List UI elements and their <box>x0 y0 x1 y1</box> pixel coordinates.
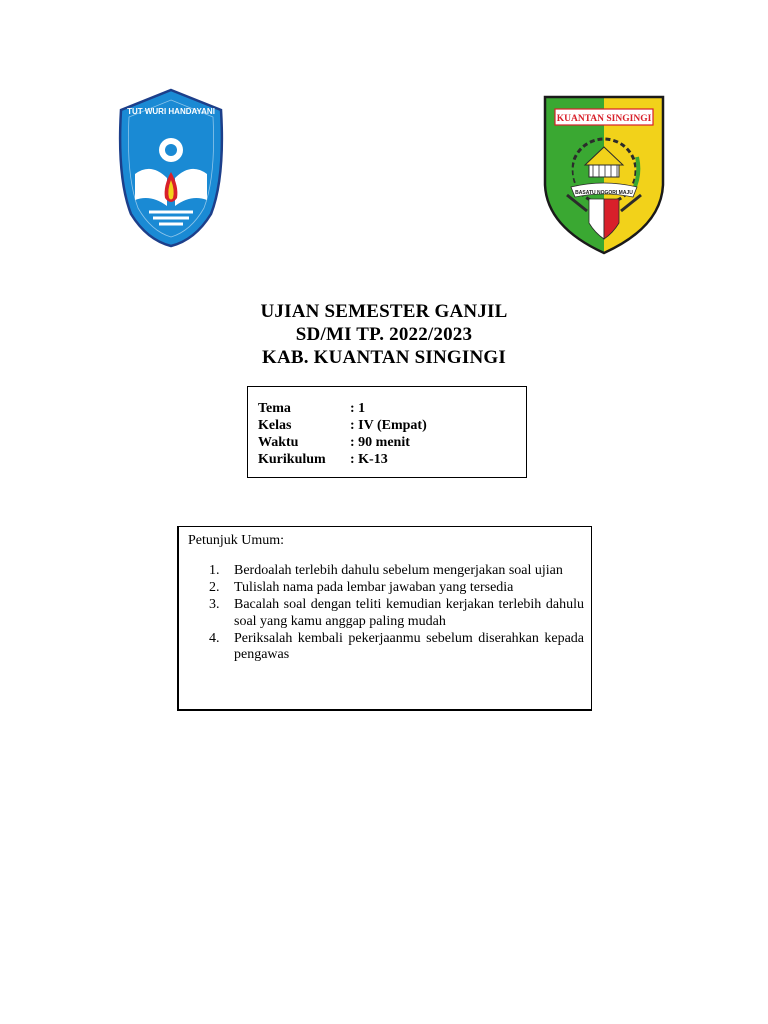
info-key: Kelas <box>258 418 292 433</box>
info-row-kelas <box>258 417 427 434</box>
logo-emblem-text: TUT WURI HANDAYANI <box>127 107 215 116</box>
instructions-box <box>177 526 592 711</box>
district-name: KAB. KUANTAN SINGINGI <box>261 347 507 368</box>
info-value: : 90 menit <box>350 435 410 450</box>
info-value: : K-13 <box>350 452 388 467</box>
info-key: Tema <box>258 401 291 416</box>
exam-info-table <box>258 400 427 468</box>
instruction-item <box>209 597 584 630</box>
instruction-number: 3. <box>209 597 220 612</box>
document-title-block <box>0 300 768 369</box>
instruction-item <box>209 631 584 664</box>
info-row-kurikulum <box>258 451 427 468</box>
info-key: Kurikulum <box>258 452 326 467</box>
school-year: SD/MI TP. 2022/2023 <box>295 324 473 345</box>
instruction-text: Berdoalah terlebih dahulu sebelum mengerjakan soal ujian <box>234 563 563 578</box>
instruction-number: 2. <box>209 580 220 595</box>
info-row-waktu <box>258 434 427 451</box>
info-key: Waktu <box>258 435 299 450</box>
info-row-tema <box>258 400 427 417</box>
tut-wuri-handayani-icon <box>115 88 227 248</box>
exam-title: UJIAN SEMESTER GANJIL <box>260 301 508 322</box>
instruction-number: 1. <box>209 563 220 578</box>
instruction-item <box>209 563 584 580</box>
kuantan-singingi-emblem-icon <box>541 95 667 255</box>
instruction-item <box>209 580 584 597</box>
instruction-text: Periksalah kembali pekerjaanmu sebelum diserahkan kepada pengawas <box>234 630 584 662</box>
instruction-number: 4. <box>209 630 220 646</box>
emblem-banner-text: KUANTAN SINGINGI <box>556 114 652 124</box>
emblem-motto-text: BASATU NOGORI MAJU <box>575 190 633 196</box>
info-value: : 1 <box>350 401 366 416</box>
tut-wuri-handayani-logo <box>115 88 227 248</box>
kuantan-singingi-emblem <box>541 95 667 255</box>
instructions-title: Petunjuk Umum: <box>188 533 285 548</box>
instruction-text: Bacalah soal dengan teliti kemudian kerjakan terlebih dahulu soal yang kamu anggap paling mudah <box>234 597 584 629</box>
instructions-list <box>209 563 584 664</box>
instruction-text: Tulislah nama pada lembar jawaban yang tersedia <box>234 580 514 595</box>
exam-info-box <box>247 386 527 478</box>
info-value: : IV (Empat) <box>350 418 427 433</box>
